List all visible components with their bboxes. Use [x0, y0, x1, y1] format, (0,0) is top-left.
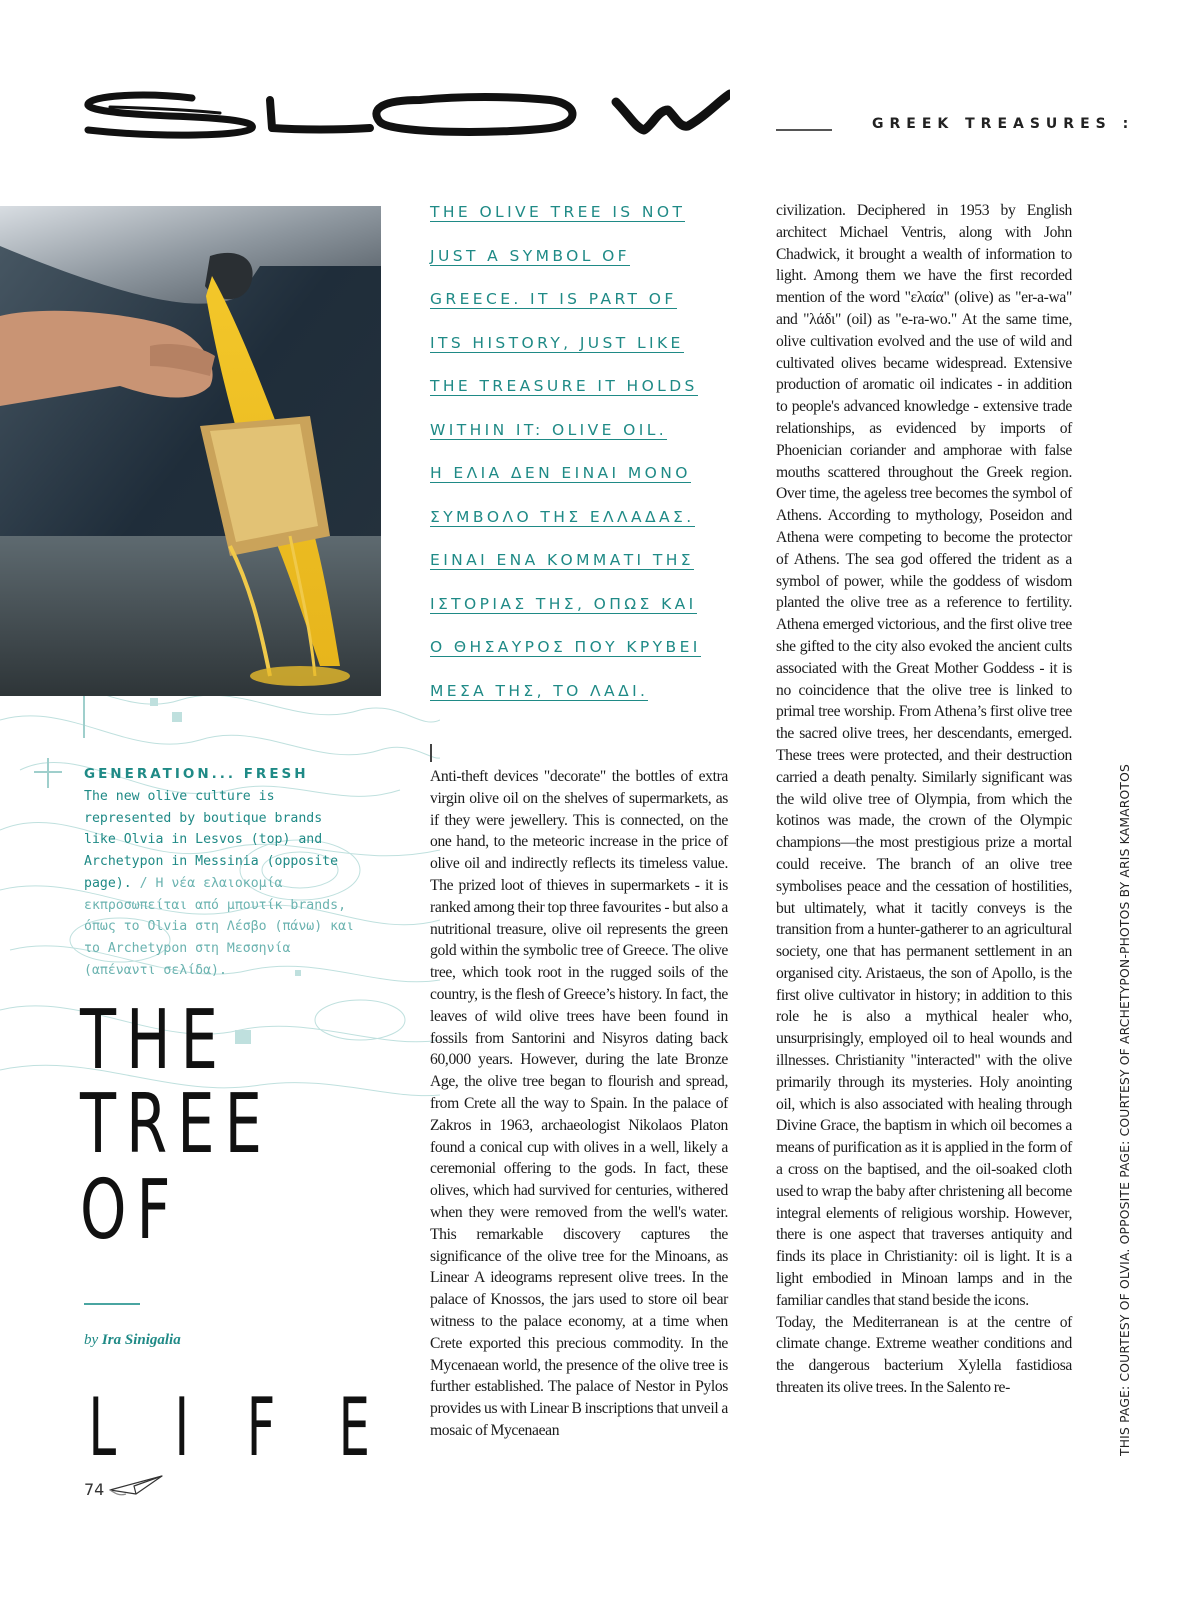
title-line-the: THE	[80, 993, 229, 1088]
pull-quote-line: ΕΙΝΑΙ ΕΝΑ ΚΟΜΜΑΤΙ ΤΗΣ	[430, 551, 694, 569]
author-name: Ira Sinigalia	[101, 1332, 181, 1348]
body-column-2	[776, 200, 1072, 1399]
pull-quote-line: GREECE. IT IS PART OF	[430, 290, 677, 308]
body-column-1: Anti-theft devices "decorate" the bottles of extra virgin olive oil on the shelves of supermarkets, as if they were jewellery. This is connected, on the one hand, to the meteoric increase in the price of olive oil and indirectly reflects its timeless value. The prized loot of thieves in supermarkets - it is ranked among their top three favourites - but also a nutritional treasure, olive oil represents the green gold within the symbolic tree of Greece. The olive tree, which took root in the rugged soils of the country, is the flesh of Greece’s history. In fact, the leaves of wild olive trees have been found in fossils from Santorini and Nisyros dating back 60,000 years. However, during the late Bronze Age, the olive tree began to flourish and spread, from Crete all the way to Spain. In the palace of Zakros in 1963, archaeologist Nikolaos Platon found a conical cup with olives in a well, likely a ceremonial offering to the gods. In fact, these olives, which had survived for centuries, withered when they were removed from the well's water. This remarkable discovery captures the significance of the olive tree for the Minoans, as Linear A ideograms represent olive trees. In the palace of Knossos, the jars used to store oil bear witness to the palace economy, at a time when Crete exported this precious commodity. In the Mycenaean world, the presence of the olive tree is further established. The palace of Nestor in Pylos provides us with Linear B inscriptions that unveil a mosaic of Mycenaean	[430, 768, 728, 1439]
pull-quote-line: THE OLIVE TREE IS NOT	[430, 203, 686, 221]
pull-quote	[430, 200, 730, 722]
pull-quote-line: JUST A SYMBOL OF	[430, 246, 630, 265]
title-line-of: OF	[80, 1163, 181, 1258]
title-letter: L	[88, 1381, 117, 1474]
body-paragraph: Today, the Mediterranean is at the centre of climate change. Extreme weather conditions and the dangerous bacterium Xylella fastidiosa threaten its olive trees. In the Salento re-	[776, 1313, 1072, 1397]
page-number: 74	[84, 1480, 105, 1499]
pull-quote-line: Η ΕΛΙΑ ΔΕΝ ΕΙΝΑΙ ΜΟΝΟ	[430, 464, 691, 482]
pull-quote-divider	[430, 744, 432, 762]
body-paragraph: civilization. Deciphered in 1953 by English architect Michael Ventris, along with John Chadwick, it brought a wealth of information to light. Among them we have the first recorded mention of the word "ελαία" (olive) as "er-a-wa" and "λάδι" (oil) as "e-ra-wo." At the same time, olive cultivation evolved and the use of wild and cultivated olives became widespread. Extensive production of aromatic oil indicates - in addition to people's advanced knowledge - extensive trade relationships, as evidenced by imports of Phoenician coriander and amphorae with false mouths scattered throughout the Greek region. Over time, the ageless tree becomes the symbol of Athens. According to mythology, Poseidon and Athena were competing to become the protector of Athens. The sea god offered the trident as a symbol of power, while the goddess of wisdom planted the olive tree as a reference to fertility. Athena emerged victorious, and the first olive tree she gifted to the city also evoked the ancient cults associated with the Great Mother Goddess - it is no coincidence that the olive tree is linked to primal tree worship. From Athena’s first olive tree the sacred olive trees, her descendants, emerged. These trees were protected, and their destruction carried a death penalty. Similarly significant was the wild olive tree of Olympia, from which the kotinos was made, the crown of the Olympic champions—the most prestigious prize a mortal could receive. The branch of an olive tree symbolises peace and the cessation of hostilities, but ultimately, what it tacitly conveys is the transition from a hunter-gatherer to an agricultural society, one that has permanent settlement in an organised city. Aristaeus, the son of Apollo, is the first olive cultivator in history; in addition to this role he is also a mythical healer who, unsurprisingly, employed oil to heal wounds and illnesses. Christianity "interacted" with the olive primarily through its mysteries. Holy anointing oil, which is also associated with healing through Divine Grace, the baptism in which oil becomes a means of purification as it is applied in the form of a cross on the baptised, and the oil-soaked cloth used to wrap the baby after christening all become integral elements of religious worship. However, there is one aspect that traverses antiquity and finds its place in Christianity: oil is light. It is a light embodied in Minoan lamps and in the familiar candles that stand beside the icons.	[776, 202, 1072, 1309]
pull-quote-line: ΙΣΤΟΡΙΑΣ ΤΗΣ, ΟΠΩΣ ΚΑΙ	[430, 594, 697, 613]
slow-logo	[80, 80, 730, 150]
byline-rule	[84, 1303, 140, 1305]
paper-plane-icon	[106, 1472, 166, 1500]
pull-quote-line: WITHIN IT: OLIVE OIL.	[430, 420, 668, 439]
byline	[84, 1332, 181, 1349]
caption-english: The new olive culture is represented by boutique brands like Olvia in Lesvos (top) and Archetypon in Messinia (opposite page).	[84, 789, 339, 891]
photo-credit: THIS PAGE: COURTESY OF OLVIA. OPPOSITE PAGE: COURTESY OF ARCHETYPON-PHOTOS BY ARIS KAMAROTOS	[1118, 764, 1132, 1456]
caption-body	[84, 786, 354, 981]
caption-greek: / Η νέα ελαιοκομία εκπροσωπείται από μπουτίκ brands, όπως το Olvia στη Λέσβο (πάνω) και το Archetypon στη Μεσσηνία (απέναντι σελίδα).	[84, 875, 354, 978]
section-label: GREEK TREASURES :	[872, 116, 1135, 132]
photo-caption	[84, 766, 354, 981]
pull-quote-line: ΣΥΜΒΟΛΟ ΤΗΣ ΕΛΛΑΔΑΣ.	[430, 507, 695, 526]
title-line-tree: TREE	[80, 1077, 273, 1172]
olive-oil-pouring-photo	[0, 206, 381, 696]
pull-quote-line: ΜΕΣΑ ΤΗΣ, ΤΟ ΛΑΔΙ.	[430, 681, 649, 700]
header-rule	[776, 129, 832, 131]
caption-title: GENERATION... FRESH	[84, 766, 309, 782]
pull-quote-line: ITS HISTORY, JUST LIKE	[430, 333, 684, 352]
pull-quote-line: THE TREASURE IT HOLDS	[430, 377, 698, 395]
pull-quote-line: Ο ΘΗΣΑΥΡΟΣ ΠΟΥ ΚΡΥΒΕΙ	[430, 638, 701, 656]
byline-prefix: by	[84, 1332, 99, 1348]
title-letter: E	[339, 1381, 371, 1474]
title-letter: I	[174, 1381, 189, 1474]
title-letter: F	[247, 1381, 276, 1474]
title-line-life	[80, 1381, 380, 1474]
